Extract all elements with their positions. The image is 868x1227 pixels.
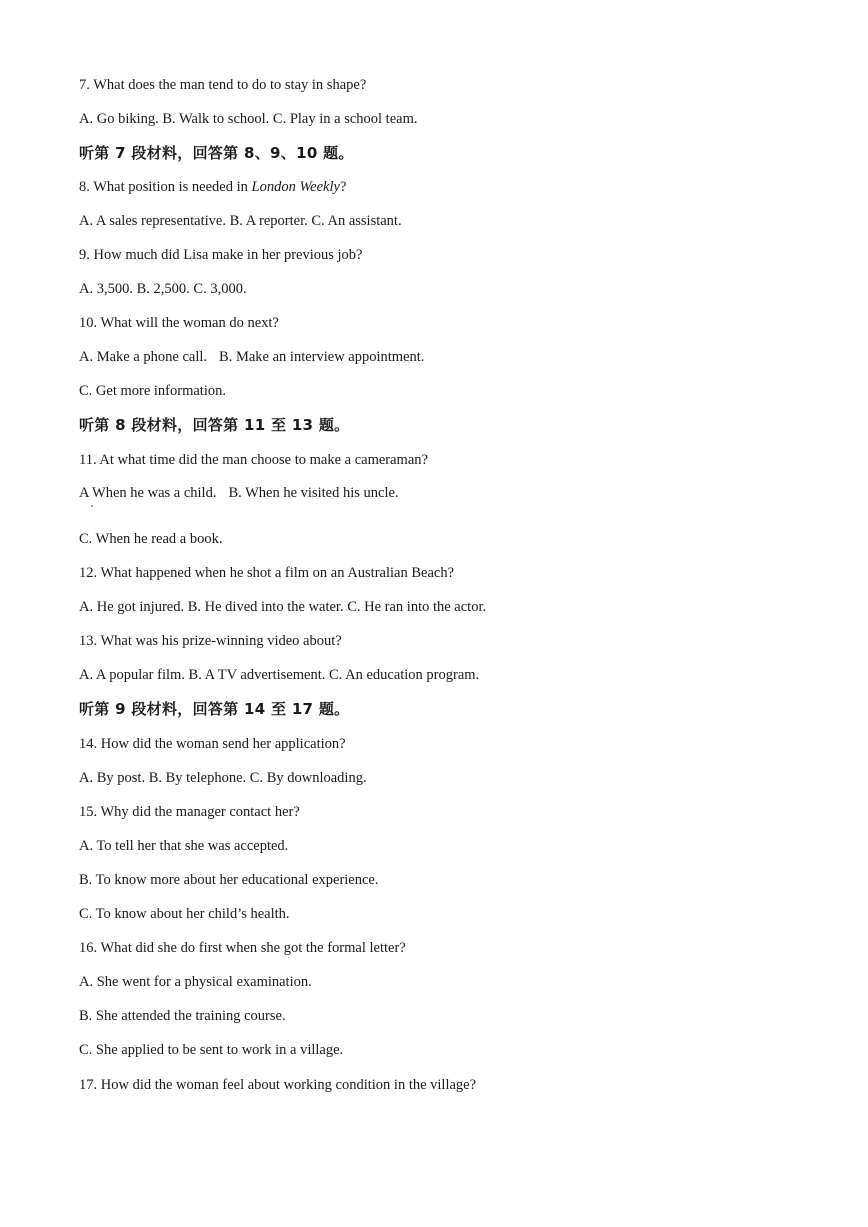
question-10-option-b: B. Make an interview appointment. [219,349,425,365]
question-15: 15. Why did the manager contact her? [79,804,300,820]
question-8-options: A. A sales representative. B. A reporter. C. An assistant. [79,213,402,229]
question-11: 11. At what time did the man choose to make a cameraman? [79,452,428,468]
section-9-heading: 听第 9 段材料，回答第 14 至 17 题。 [79,700,350,718]
question-13: 13. What was his prize-winning video about? [79,633,342,649]
section-8-heading: 听第 8 段材料，回答第 11 至 13 题。 [79,416,350,434]
question-11-option-a: A When he was a child. [79,485,217,501]
question-15-option-c: C. To know about her child’s health. [79,906,290,922]
question-8-suffix: ? [339,179,347,195]
question-14: 14. How did the woman send her application? [79,736,346,752]
scan-dot-mark [91,505,93,507]
question-8 [79,178,346,196]
question-7-options: A. Go biking. B. Walk to school. C. Play in a school team. [79,111,418,127]
question-10-option-a: A. Make a phone call. [79,349,208,365]
question-10-option-c: C. Get more information. [79,383,226,399]
question-16-option-c: C. She applied to be sent to work in a village. [79,1042,344,1058]
question-10: 10. What will the woman do next? [79,315,279,331]
question-11-options-ab [79,484,399,502]
question-10-options-ab [79,348,424,366]
question-11-option-b: B. When he visited his uncle. [228,485,399,501]
question-15-option-b: B. To know more about her educational experience. [79,872,379,888]
question-12-options: A. He got injured. B. He dived into the water. C. He ran into the actor. [79,599,487,615]
question-16: 16. What did she do first when she got the formal letter? [79,940,406,956]
question-13-options: A. A popular film. B. A TV advertisement. C. An education program. [79,667,480,683]
question-16-option-b: B. She attended the training course. [79,1008,286,1024]
question-9-options: A. 3,500. B. 2,500. C. 3,000. [79,281,247,297]
question-8-publication: London Weekly [251,179,340,195]
question-15-option-a: A. To tell her that she was accepted. [79,838,289,854]
question-14-options: A. By post. B. By telephone. C. By downloading. [79,770,367,786]
question-7: 7. What does the man tend to do to stay in shape? [79,77,367,93]
question-9: 9. How much did Lisa make in her previous job? [79,247,363,263]
question-17: 17. How did the woman feel about working condition in the village? [79,1077,477,1093]
question-8-prefix: 8. What position is needed in [79,179,252,195]
question-16-option-a: A. She went for a physical examination. [79,974,312,990]
question-12: 12. What happened when he shot a film on an Australian Beach? [79,565,455,581]
section-7-heading: 听第 7 段材料，回答第 8、9、10 题。 [79,144,354,162]
question-11-option-c: C. When he read a book. [79,531,223,547]
